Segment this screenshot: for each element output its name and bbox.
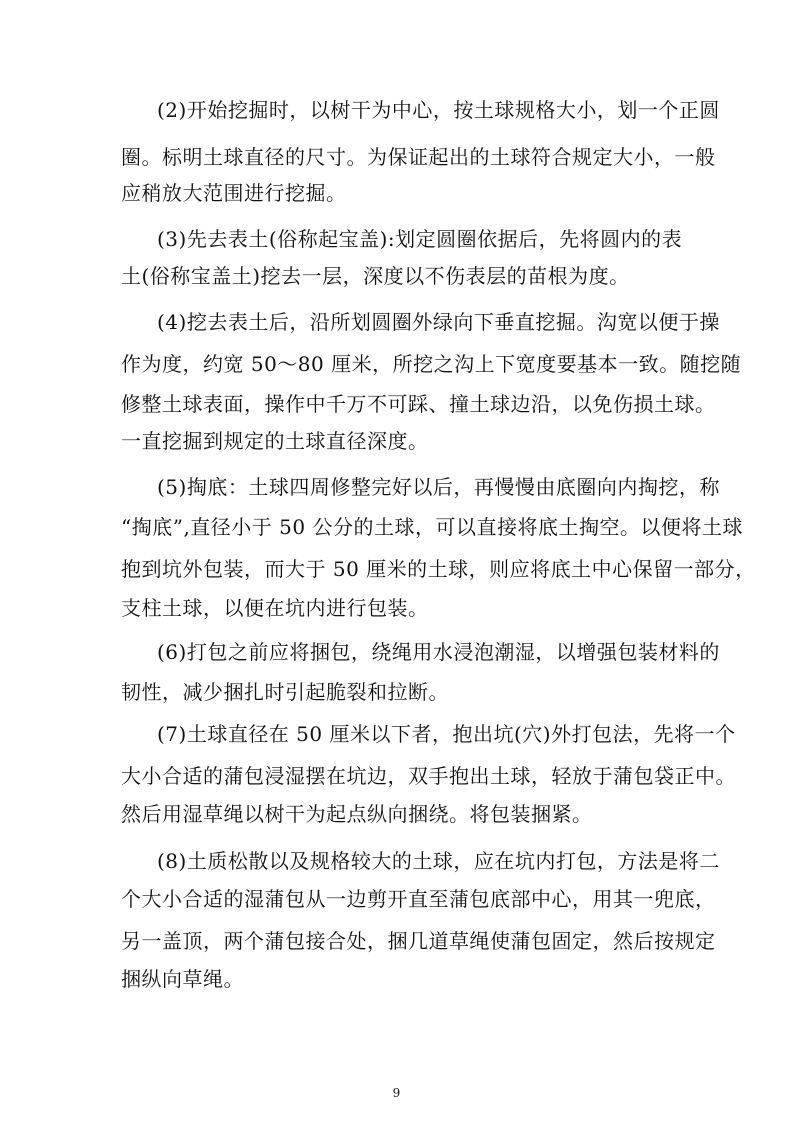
text-line: 应稍放大范围进行挖掘。 — [121, 181, 347, 205]
text-line: 韧性，减少捆扎时引起脆裂和拉断。 — [121, 680, 449, 704]
page-number: 9 — [392, 1086, 401, 1100]
text-line: (4)挖去表土后，沿所划圆圈外绿向下垂直挖掘。沟宽以便于操 — [157, 310, 720, 334]
text-line: 大小合适的蒲包浸湿摆在坑边，双手抱出土球，轻放于蒲包袋正中。 — [121, 764, 736, 788]
text-line: (3)先去表土(俗称起宝盖):划定圆圈依据后，先将圆内的表 — [157, 227, 683, 251]
text-line: 个大小合适的湿蒲包从一边剪开直至蒲包底部中心，用其一兜底， — [121, 887, 716, 911]
text-line: (6)打包之前应将捆包，绕绳用水浸泡潮湿，以增强包装材料的 — [157, 640, 720, 664]
text-line: 修整土球表面，操作中千万不可踩、撞土球边沿，以免伤损土球。 — [121, 392, 716, 416]
text-line: (2)开始挖掘时，以树干为中心，按土球规格大小，划一个正圆 — [157, 98, 720, 122]
text-line: 抱到坑外包装，而大于 50 厘米的土球，则应将底土中心保留一部分， — [121, 557, 756, 581]
text-line: 另一盖顶，两个蒲包接合处，捆几道草绳使蒲包固定，然后按规定 — [121, 929, 716, 953]
text-line: 一直挖掘到规定的土球直径深度。 — [121, 429, 429, 453]
text-line: “掏底”,直径小于 50 公分的土球，可以直接将底土掏空。以便将土球 — [121, 515, 743, 539]
text-line: (8)土质松散以及规格较大的土球，应在坑内打包，方法是将二 — [157, 849, 720, 873]
text-line: (7)土球直径在 50 厘米以下者，抱出坑(穴)外打包法，先将一个 — [157, 722, 736, 746]
text-line: 支柱土球，以便在坑内进行包装。 — [121, 596, 429, 620]
text-line: 土(俗称宝盖土)挖去一层，深度以不伤表层的苗根为度。 — [121, 264, 630, 288]
text-line: 圈。标明土球直径的尺寸。为保证起出的土球符合规定大小，一般 — [121, 145, 716, 169]
text-line: 捆纵向草绳。 — [121, 967, 244, 991]
text-line: (5)掏底：土球四周修整完好以后，再慢慢由底圈向内掏挖，称 — [157, 475, 720, 499]
text-line: 然后用湿草绳以树干为起点纵向捆绕。将包装捆紧。 — [121, 802, 593, 826]
text-line: 作为度，约宽 50～80 厘米，所挖之沟上下宽度要基本一致。随挖随 — [121, 352, 742, 376]
